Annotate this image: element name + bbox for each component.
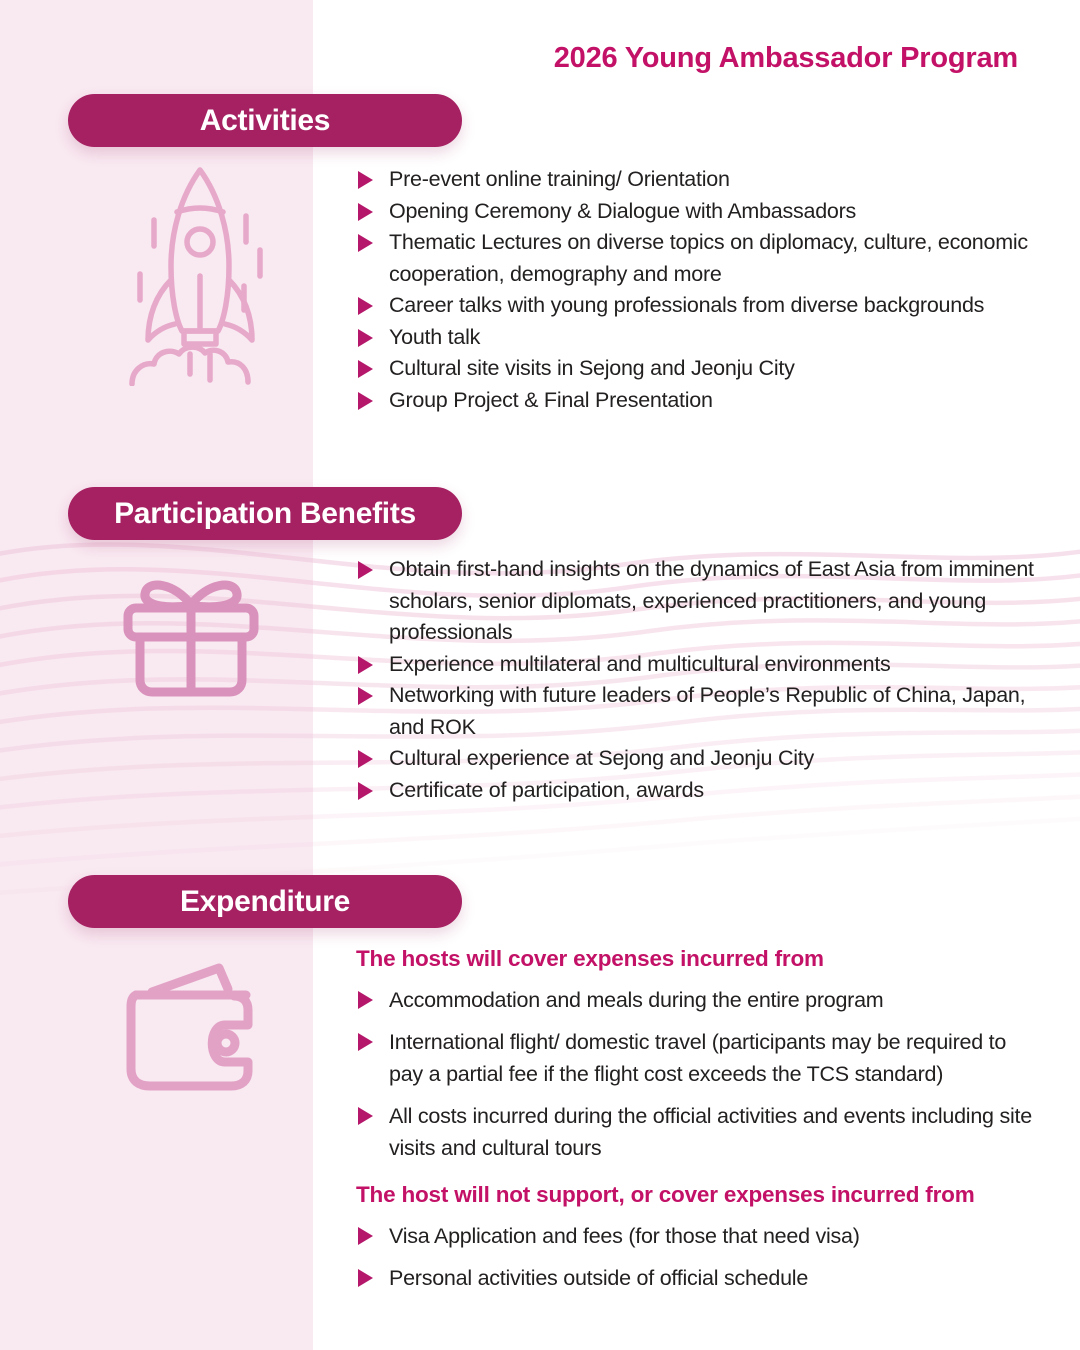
bullet-triangle-icon <box>358 1033 373 1051</box>
gift-icon <box>115 553 267 710</box>
section-header-activities-label: Activities <box>199 103 331 137</box>
list-item: Cultural site visits in Sejong and Jeonju City <box>350 353 1040 385</box>
list-item: Pre-event online training/ Orientation <box>350 164 1040 196</box>
list-item: Career talks with young professionals from diverse backgrounds <box>350 290 1040 322</box>
list-item: Personal activities outside of official schedule <box>350 1262 1040 1294</box>
list-item: Cultural experience at Sejong and Jeonju City <box>350 743 1040 775</box>
bullet-triangle-icon <box>358 656 373 674</box>
list-item: Obtain first-hand insights on the dynamics of East Asia from imminent scholars, senior diplomats, experienced practitioners, and young professionals <box>350 554 1040 649</box>
bullet-triangle-icon <box>358 782 373 800</box>
bullet-triangle-icon <box>358 203 373 221</box>
bullet-triangle-icon <box>358 1107 373 1125</box>
page-title: 2026 Young Ambassador Program <box>553 42 1018 74</box>
bullet-triangle-icon <box>358 329 373 347</box>
section-header-activities <box>68 94 462 147</box>
bullet-triangle-icon <box>358 561 373 579</box>
list-item: All costs incurred during the official activities and events including site visits and cultural tours <box>350 1100 1040 1164</box>
section-header-expenditure-label: Expenditure <box>179 884 351 918</box>
expenditure-content <box>350 944 1040 1304</box>
bullet-triangle-icon <box>358 750 373 768</box>
list-item: Group Project & Final Presentation <box>350 385 1040 417</box>
expenditure-covered-heading: The hosts will cover expenses incurred from <box>356 946 824 971</box>
list-item: Opening Ceremony & Dialogue with Ambassadors <box>350 196 1040 228</box>
activities-list <box>350 164 1040 416</box>
wallet-icon <box>122 955 262 1100</box>
expenditure-not-covered-heading: The host will not support, or cover expenses incurred from <box>356 1182 975 1207</box>
bullet-triangle-icon <box>358 1269 373 1287</box>
list-item: International flight/ domestic travel (participants may be required to pay a partial fee if the flight cost exceeds the TCS standard) <box>350 1026 1040 1090</box>
list-item: Networking with future leaders of People’s Republic of China, Japan, and ROK <box>350 680 1040 743</box>
section-header-benefits-label: Participation Benefits <box>114 496 416 530</box>
list-item: Certificate of participation, awards <box>350 775 1040 807</box>
section-header-benefits <box>68 487 462 540</box>
rocket-icon <box>118 158 282 391</box>
bullet-triangle-icon <box>358 991 373 1009</box>
bullet-triangle-icon <box>358 297 373 315</box>
expenditure-not-covered-list <box>350 1220 1040 1294</box>
list-item: Experience multilateral and multicultural environments <box>350 649 1040 681</box>
benefits-list <box>350 554 1040 806</box>
list-item: Visa Application and fees (for those that need visa) <box>350 1220 1040 1252</box>
bullet-triangle-icon <box>358 392 373 410</box>
expenditure-covered-list <box>350 984 1040 1164</box>
section-header-expenditure <box>68 875 462 928</box>
bullet-triangle-icon <box>358 234 373 252</box>
bullet-triangle-icon <box>358 360 373 378</box>
bullet-triangle-icon <box>358 171 373 189</box>
bullet-triangle-icon <box>358 687 373 705</box>
list-item: Thematic Lectures on diverse topics on diplomacy, culture, economic cooperation, demography and more <box>350 227 1040 290</box>
bullet-triangle-icon <box>358 1227 373 1245</box>
list-item: Youth talk <box>350 322 1040 354</box>
list-item: Accommodation and meals during the entire program <box>350 984 1040 1016</box>
